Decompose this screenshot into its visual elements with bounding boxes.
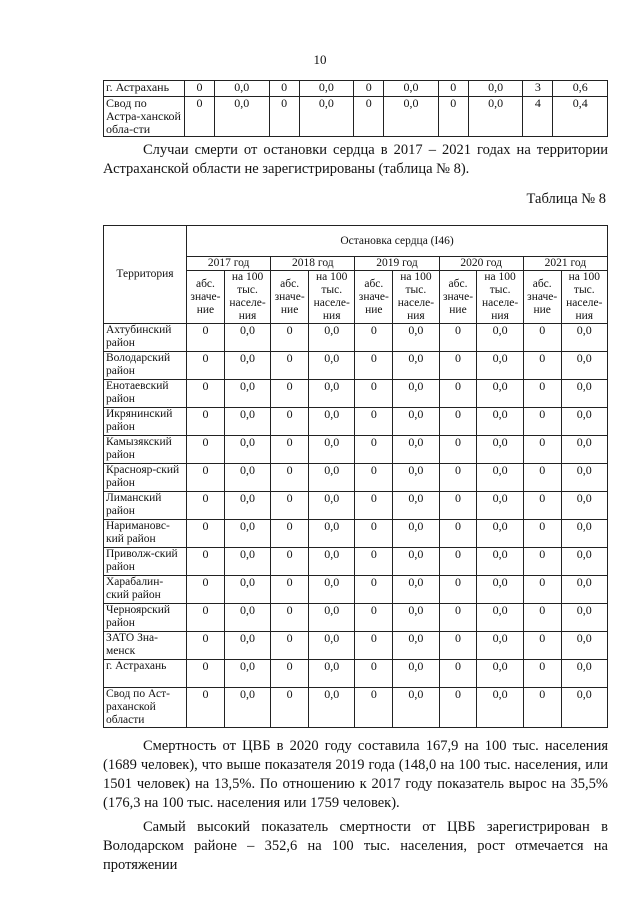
value-cell: 0 (185, 97, 215, 137)
value-cell: 0 (269, 97, 299, 137)
value-cell: 0,0 (393, 492, 439, 520)
value-cell: 0 (271, 408, 309, 436)
value-cell: 0 (355, 632, 393, 660)
territory-cell: Свод по Астра-ханской обла-сти (104, 97, 185, 137)
value-cell: 0 (269, 81, 299, 97)
value-cell: 0,0 (561, 632, 607, 660)
value-cell: 0 (187, 464, 225, 492)
value-cell: 0 (271, 520, 309, 548)
value-cell: 0 (355, 408, 393, 436)
per-100k-header: на 100 тыс. населе-ния (309, 271, 355, 324)
value-cell: 0 (271, 464, 309, 492)
value-cell: 0,0 (393, 380, 439, 408)
territory-cell: Володарский район (104, 352, 187, 380)
value-cell: 0 (187, 604, 225, 632)
value-cell: 0 (187, 632, 225, 660)
value-cell: 0,0 (393, 688, 439, 728)
value-cell: 0,0 (393, 464, 439, 492)
territory-cell: Краснояр-ский район (104, 464, 187, 492)
value-cell: 0 (355, 464, 393, 492)
value-cell: 0 (271, 548, 309, 576)
value-cell: 0,0 (477, 492, 523, 520)
value-cell: 0 (271, 576, 309, 604)
value-cell: 0,0 (393, 632, 439, 660)
value-cell: 0,0 (477, 632, 523, 660)
value-cell: 0 (523, 380, 561, 408)
year-header: 2021 год (523, 257, 607, 271)
value-cell: 0 (187, 324, 225, 352)
table-row (104, 576, 608, 604)
value-cell: 0 (271, 688, 309, 728)
value-cell: 0,0 (561, 688, 607, 728)
territory-cell: Свод по Аст-раханской области (104, 688, 187, 728)
value-cell: 0,0 (309, 520, 355, 548)
value-cell: 0,0 (224, 548, 270, 576)
value-cell: 0,0 (477, 604, 523, 632)
value-cell: 0 (187, 436, 225, 464)
paragraph-cvd-mortality: Смертность от ЦВБ в 2020 году составила 167,9 на 100 тыс. населения (1689 человек), что выше показателя 2019 года (148,0 на 100 тыс. населения, или 1501 человек) на 13,5%. По отношению к 2017 году показатель вырос на 35,5% (176,3 на 100 тыс. населения или 1759 человек). (103, 738, 608, 811)
value-cell: 0 (271, 632, 309, 660)
table-row (104, 464, 608, 492)
value-cell: 0 (355, 492, 393, 520)
value-cell: 0,0 (224, 604, 270, 632)
value-cell: 0,0 (224, 352, 270, 380)
value-cell: 0 (523, 324, 561, 352)
table-row (104, 81, 608, 97)
value-cell: 0,0 (309, 688, 355, 728)
territory-cell: г. Астрахань (104, 660, 187, 688)
abs-header: абс. значе-ние (355, 271, 393, 324)
value-cell: 0 (523, 520, 561, 548)
value-cell: 0,0 (477, 408, 523, 436)
value-cell: 0,0 (299, 97, 354, 137)
value-cell: 0,0 (309, 632, 355, 660)
value-cell: 0 (439, 324, 477, 352)
value-cell: 0,0 (393, 548, 439, 576)
territory-cell: г. Астрахань (104, 81, 185, 97)
value-cell: 0 (187, 548, 225, 576)
paragraph-heart-arrest: Случаи смерти от остановки сердца в 2017 – 2021 годах на территории Астраханской области не зарегистрированы (таблица № 8). (103, 142, 608, 177)
value-cell: 0,0 (477, 688, 523, 728)
value-cell: 0,0 (309, 436, 355, 464)
value-cell: 0 (187, 492, 225, 520)
per-100k-header: на 100 тыс. населе-ния (224, 271, 270, 324)
value-cell: 0,0 (309, 380, 355, 408)
value-cell: 0 (439, 464, 477, 492)
value-cell: 0 (187, 408, 225, 436)
value-cell: 0,0 (215, 97, 270, 137)
value-cell: 0,0 (561, 576, 607, 604)
value-cell: 0,0 (393, 660, 439, 688)
value-cell: 0,0 (561, 604, 607, 632)
value-cell: 0 (355, 576, 393, 604)
value-cell: 0,4 (553, 97, 608, 137)
value-cell: 0 (439, 408, 477, 436)
value-cell: 0,0 (561, 492, 607, 520)
value-cell: 0,0 (477, 324, 523, 352)
value-cell: 0,0 (561, 324, 607, 352)
value-cell: 0,6 (553, 81, 608, 97)
value-cell: 0,0 (477, 660, 523, 688)
table-row (104, 520, 608, 548)
value-cell: 0,0 (477, 352, 523, 380)
value-cell: 0 (271, 492, 309, 520)
value-cell: 0 (523, 604, 561, 632)
value-cell: 0 (355, 436, 393, 464)
abs-header: абс. значе-ние (523, 271, 561, 324)
abs-header: абс. значе-ние (271, 271, 309, 324)
territory-cell: Наримановс-кий район (104, 520, 187, 548)
value-cell: 0 (439, 380, 477, 408)
value-cell: 0 (187, 660, 225, 688)
value-cell: 0,0 (224, 492, 270, 520)
value-cell: 0 (523, 660, 561, 688)
abs-header: абс. значе-ние (439, 271, 477, 324)
year-header: 2017 год (187, 257, 271, 271)
abs-header: абс. значе-ние (187, 271, 225, 324)
value-cell: 0 (271, 380, 309, 408)
value-cell: 0,0 (309, 576, 355, 604)
value-cell: 0,0 (468, 81, 523, 97)
heart-arrest-table (103, 225, 608, 728)
value-cell: 0 (523, 492, 561, 520)
value-cell: 0,0 (393, 604, 439, 632)
value-cell: 0 (523, 436, 561, 464)
value-cell: 0,0 (561, 464, 607, 492)
value-cell: 0 (439, 660, 477, 688)
value-cell: 0 (523, 548, 561, 576)
value-cell: 0,0 (309, 660, 355, 688)
value-cell: 0 (523, 576, 561, 604)
value-cell: 0,0 (309, 548, 355, 576)
value-cell: 0,0 (393, 520, 439, 548)
value-cell: 0 (523, 408, 561, 436)
value-cell: 0 (354, 97, 384, 137)
territory-cell: Черноярский район (104, 604, 187, 632)
value-cell: 0,0 (224, 436, 270, 464)
table-row (104, 380, 608, 408)
value-cell: 0 (523, 352, 561, 380)
value-cell: 0,0 (561, 408, 607, 436)
value-cell: 0 (354, 81, 384, 97)
territory-cell: Ахтубинский район (104, 324, 187, 352)
value-cell: 0 (355, 380, 393, 408)
value-cell: 0,0 (309, 324, 355, 352)
group-header: Остановка сердца (I46) (187, 226, 608, 257)
value-cell: 0 (185, 81, 215, 97)
value-cell: 0 (439, 688, 477, 728)
value-cell: 0,0 (224, 464, 270, 492)
value-cell: 0,0 (393, 352, 439, 380)
value-cell: 0 (187, 688, 225, 728)
value-cell: 0,0 (477, 380, 523, 408)
value-cell: 4 (523, 97, 553, 137)
value-cell: 0 (187, 520, 225, 548)
table-row (104, 352, 608, 380)
table-caption: Таблица № 8 (526, 191, 606, 207)
value-cell: 0,0 (309, 604, 355, 632)
territory-cell: Лиманский район (104, 492, 187, 520)
value-cell: 0 (523, 464, 561, 492)
value-cell: 0,0 (384, 81, 439, 97)
top-table-continuation (103, 80, 608, 137)
value-cell: 0,0 (477, 520, 523, 548)
territory-cell: Приволж-ский район (104, 548, 187, 576)
value-cell: 0 (355, 688, 393, 728)
value-cell: 0 (439, 352, 477, 380)
value-cell: 0,0 (309, 408, 355, 436)
value-cell: 0 (355, 660, 393, 688)
value-cell: 0,0 (393, 324, 439, 352)
table-row (104, 604, 608, 632)
value-cell: 0 (271, 324, 309, 352)
value-cell: 0,0 (561, 520, 607, 548)
value-cell: 0 (439, 576, 477, 604)
value-cell: 0,0 (561, 352, 607, 380)
value-cell: 0 (187, 380, 225, 408)
value-cell: 0 (439, 632, 477, 660)
value-cell: 0,0 (224, 520, 270, 548)
value-cell: 0 (439, 436, 477, 464)
table-row (104, 408, 608, 436)
value-cell: 0,0 (468, 97, 523, 137)
value-cell: 0 (523, 688, 561, 728)
value-cell: 0,0 (224, 324, 270, 352)
table-row (104, 688, 608, 728)
value-cell: 0,0 (299, 81, 354, 97)
value-cell: 0 (271, 604, 309, 632)
value-cell: 0,0 (477, 576, 523, 604)
territory-cell: Енотаевский район (104, 380, 187, 408)
per-100k-header: на 100 тыс. населе-ния (393, 271, 439, 324)
value-cell: 0 (355, 324, 393, 352)
value-cell: 0,0 (393, 408, 439, 436)
value-cell: 0 (271, 436, 309, 464)
value-cell: 0,0 (393, 436, 439, 464)
per-100k-header: на 100 тыс. населе-ния (477, 271, 523, 324)
value-cell: 0,0 (309, 464, 355, 492)
value-cell: 0,0 (477, 548, 523, 576)
table-row (104, 660, 608, 688)
value-cell: 0 (439, 548, 477, 576)
territory-cell: ЗАТО Зна-менск (104, 632, 187, 660)
value-cell: 0 (187, 576, 225, 604)
year-header: 2018 год (271, 257, 355, 271)
value-cell: 0 (438, 97, 468, 137)
value-cell: 0,0 (561, 548, 607, 576)
value-cell: 0,0 (215, 81, 270, 97)
territory-cell: Харабалин-ский район (104, 576, 187, 604)
territory-header: Территория (104, 226, 187, 324)
value-cell: 0,0 (224, 408, 270, 436)
value-cell: 0,0 (224, 688, 270, 728)
value-cell: 0 (187, 352, 225, 380)
value-cell: 0,0 (393, 576, 439, 604)
table-row (104, 436, 608, 464)
year-header: 2019 год (355, 257, 439, 271)
table-row (104, 632, 608, 660)
value-cell: 0,0 (224, 380, 270, 408)
value-cell: 0,0 (309, 352, 355, 380)
table-row (104, 548, 608, 576)
table-row (104, 97, 608, 137)
value-cell: 0,0 (384, 97, 439, 137)
value-cell: 0 (439, 492, 477, 520)
value-cell: 0,0 (561, 380, 607, 408)
value-cell: 0,0 (224, 660, 270, 688)
value-cell: 0 (439, 604, 477, 632)
value-cell: 0 (271, 352, 309, 380)
value-cell: 0 (355, 604, 393, 632)
value-cell: 0,0 (224, 576, 270, 604)
value-cell: 0 (523, 632, 561, 660)
territory-cell: Икрянинский район (104, 408, 187, 436)
value-cell: 0,0 (561, 660, 607, 688)
value-cell: 0,0 (309, 492, 355, 520)
territory-cell: Камызякский район (104, 436, 187, 464)
paragraph-volodarsky: Самый высокий показатель смертности от ЦВБ зарегистрирован в Володарском районе – 352,6 на 100 тыс. населения, рост отмечается на протяжении (103, 819, 608, 873)
value-cell: 0,0 (224, 632, 270, 660)
table-row (104, 492, 608, 520)
value-cell: 0 (355, 548, 393, 576)
value-cell: 3 (523, 81, 553, 97)
page-number: 10 (313, 52, 327, 67)
value-cell: 0 (438, 81, 468, 97)
value-cell: 0 (439, 520, 477, 548)
year-header: 2020 год (439, 257, 523, 271)
value-cell: 0 (271, 660, 309, 688)
value-cell: 0 (355, 520, 393, 548)
value-cell: 0,0 (561, 436, 607, 464)
value-cell: 0,0 (477, 436, 523, 464)
value-cell: 0 (355, 352, 393, 380)
table-row (104, 324, 608, 352)
per-100k-header: на 100 тыс. населе-ния (561, 271, 607, 324)
value-cell: 0,0 (477, 464, 523, 492)
